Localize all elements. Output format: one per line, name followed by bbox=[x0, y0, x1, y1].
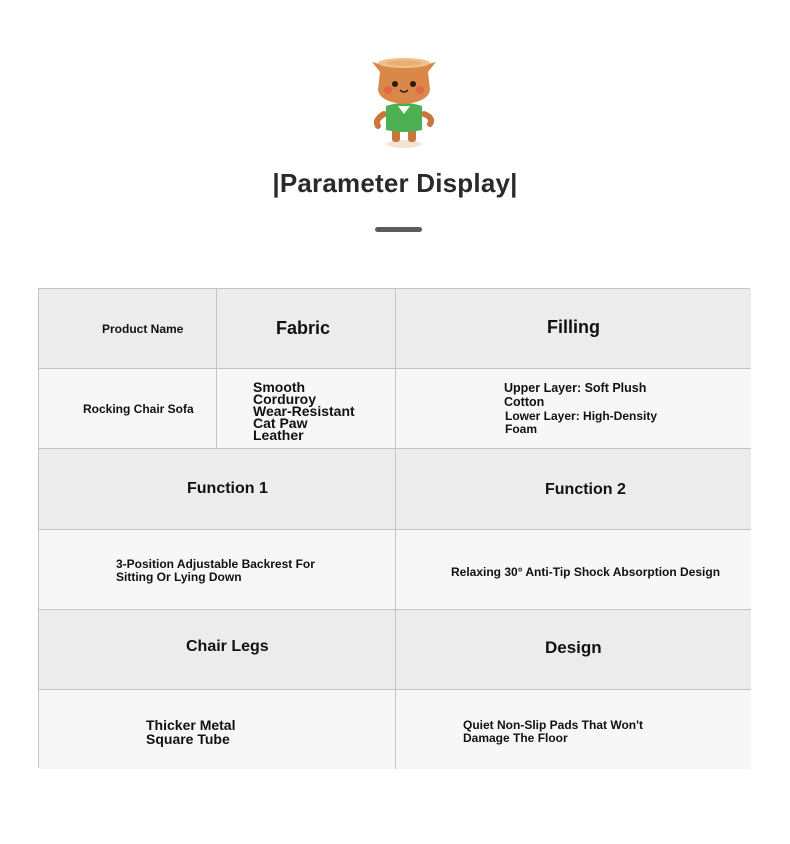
chair-legs-label: Chair Legs bbox=[186, 638, 269, 655]
chair-legs-value: Thicker Metal Square Tube bbox=[146, 717, 236, 747]
product-name-label: Product Name bbox=[102, 322, 184, 336]
product-name-value: Rocking Chair Sofa bbox=[83, 402, 194, 416]
title-underline bbox=[375, 227, 422, 232]
function2-value-cell bbox=[396, 530, 751, 610]
design-header-cell bbox=[396, 610, 751, 690]
fabric-header-cell bbox=[217, 289, 396, 369]
function1-header-cell bbox=[39, 449, 396, 530]
function1-value-cell bbox=[39, 530, 396, 610]
filling-header-cell bbox=[396, 289, 751, 369]
filling-lower-layer: Lower Layer: High-Density Foam bbox=[505, 409, 658, 436]
product-name-header-cell bbox=[39, 289, 217, 369]
function1-label: Function 1 bbox=[187, 480, 268, 497]
design-label: Design bbox=[545, 638, 602, 657]
tree-stump-mascot-icon bbox=[364, 52, 444, 152]
fabric-label: Fabric bbox=[276, 318, 331, 338]
function2-header-cell bbox=[396, 449, 751, 530]
filling-label: Filling bbox=[547, 317, 600, 337]
chair-legs-value-cell bbox=[39, 690, 396, 769]
filling-value-cell bbox=[396, 369, 751, 449]
function2-value: Relaxing 30° Anti-Tip Shock Absorption Design bbox=[451, 565, 721, 579]
filling-upper-layer: Upper Layer: Soft Plush Cotton bbox=[504, 381, 647, 409]
parameter-table bbox=[38, 288, 750, 768]
fabric-value: Smooth Corduroy Wear-Resistant Cat Paw Leather bbox=[253, 379, 355, 443]
function2-label: Function 2 bbox=[545, 481, 626, 498]
design-value-cell bbox=[396, 690, 751, 769]
function1-value: 3-Position Adjustable Backrest For Sitting Or Lying Down bbox=[116, 557, 315, 584]
design-value: Quiet Non-Slip Pads That Won't Damage The Floor bbox=[463, 718, 643, 745]
page-title: |Parameter Display| bbox=[272, 168, 518, 198]
product-name-value-cell bbox=[39, 369, 217, 449]
chair-legs-header-cell bbox=[39, 610, 396, 690]
fabric-value-cell bbox=[217, 369, 396, 449]
